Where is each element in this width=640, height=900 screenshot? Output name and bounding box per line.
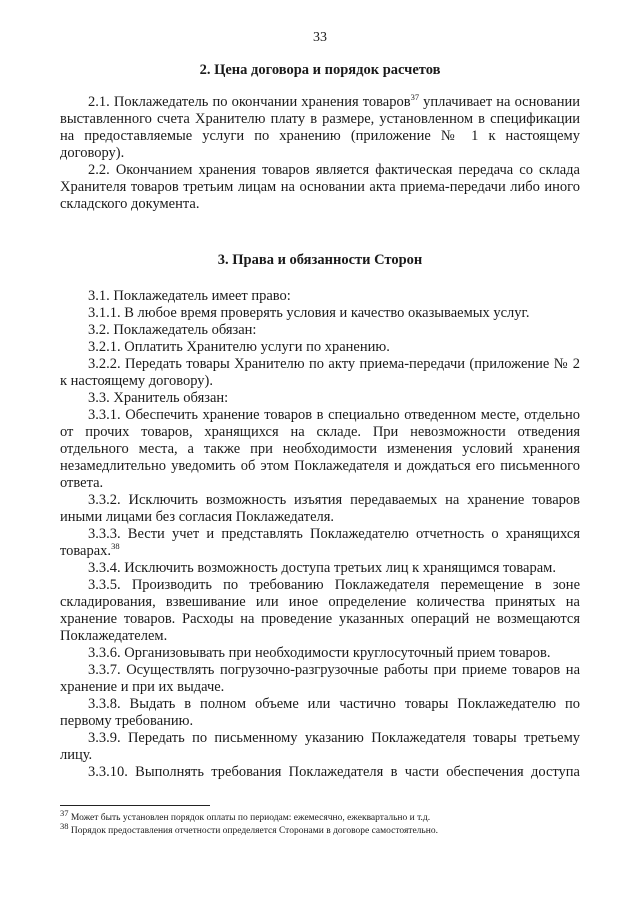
footnote-38-text: Порядок предоставления отчетности определяется Сторонами в договоре самостоятельно. <box>68 826 438 836</box>
clause-3-2-2: 3.2.2. Передать товары Хранителю по акту приема-передачи (приложение № 2 к настоящему договору). <box>60 356 580 389</box>
clause-3-3: 3.3. Хранитель обязан: <box>88 390 229 406</box>
footnote-ref-37: 37 <box>410 92 420 103</box>
section-3-heading: 3. Права и обязанности Сторон <box>217 252 423 268</box>
section-2-body <box>60 94 580 213</box>
clause-3-3-10: 3.3.10. Выполнять требования Поклажедателя в части обеспечения доступа <box>88 764 580 780</box>
page-number: 33 <box>313 30 327 45</box>
footnote-separator <box>60 805 210 806</box>
clause-3-3-1: 3.3.1. Обеспечить хранение товаров в специально отведенном месте, отдельно от прочих товаров, хранящихся на складе. При невозможности отведения отдельного места, а также при необходимости изменения условий хранения незамедлительно уведомить об этом Поклажедателя и дождаться его письменного ответа. <box>60 407 580 491</box>
clause-3-3-6: 3.3.6. Организовывать при необходимости круглосуточный прием товаров. <box>88 645 551 661</box>
clause-3-3-2: 3.3.2. Исключить возможность изъятия передаваемых на хранение товаров иными лицами без согласия Поклажедателя. <box>60 492 580 525</box>
footnote-38-number: 38 <box>60 820 69 831</box>
section-3-body <box>60 288 580 781</box>
clause-3-3-4: 3.3.4. Исключить возможность доступа третьих лиц к хранящимся товарам. <box>88 560 556 576</box>
clause-3-1: 3.1. Поклажедатель имеет право: <box>88 288 291 304</box>
clause-3-3-7: 3.3.7. Осуществлять погрузочно-разгрузочные работы при приеме товаров на хранение и при их выдаче. <box>60 662 580 695</box>
clause-3-3-3 <box>60 526 580 560</box>
footnote-37-text: Может быть установлен порядок оплаты по периодам: ежемесячно, ежеквартально и т.д. <box>68 813 431 823</box>
paragraph-2-1 <box>60 94 580 162</box>
clause-3-3-8: 3.3.8. Выдать в полном объеме или частично товары Поклажедателю по первому требованию. <box>60 696 580 729</box>
clause-3-1-1: 3.1.1. В любое время проверять условия и качество оказываемых услуг. <box>88 305 530 321</box>
footnote-38 <box>60 820 580 838</box>
footnote-37-number: 37 <box>60 807 69 818</box>
footnote-37 <box>60 807 580 825</box>
footnotes <box>60 807 580 838</box>
paragraph-2-2: 2.2. Окончанием хранения товаров является фактическая передача со склада Хранителя товаров третьим лицам на основании акта приема-передачи либо иного складского документа. <box>60 162 580 212</box>
clause-3-2: 3.2. Поклажедатель обязан: <box>88 322 257 338</box>
clause-3-3-5: 3.3.5. Производить по требованию Поклажедателя перемещение в зоне складирования, взвешивание или иное определение количества принятых на хранение товаров. Расходы на проведение указанных операций не возмещаются Поклажедателем. <box>60 577 580 644</box>
paragraph-2-1-start: 2.1. Поклажедатель по окончании хранения товаров <box>88 94 411 110</box>
clause-3-3-3-text: 3.3.3. Вести учет и представлять Поклажедателю отчетность о хранящихся товарах. <box>60 526 580 559</box>
section-2-heading: 2. Цена договора и порядок расчетов <box>199 62 441 78</box>
clause-3-3-9: 3.3.9. Передать по письменному указанию Поклажедателя товары третьему лицу. <box>60 730 580 763</box>
clause-3-2-1: 3.2.1. Оплатить Хранителю услуги по хранению. <box>88 339 390 355</box>
footnote-ref-38: 38 <box>111 541 120 552</box>
paragraph-2-1-end: уплачивает на основании выставленного счета Хранителю плату в размере, установленном в спецификации на предоставляемые услуги по хранению (приложение № 1 к настоящему договору). <box>60 94 581 161</box>
